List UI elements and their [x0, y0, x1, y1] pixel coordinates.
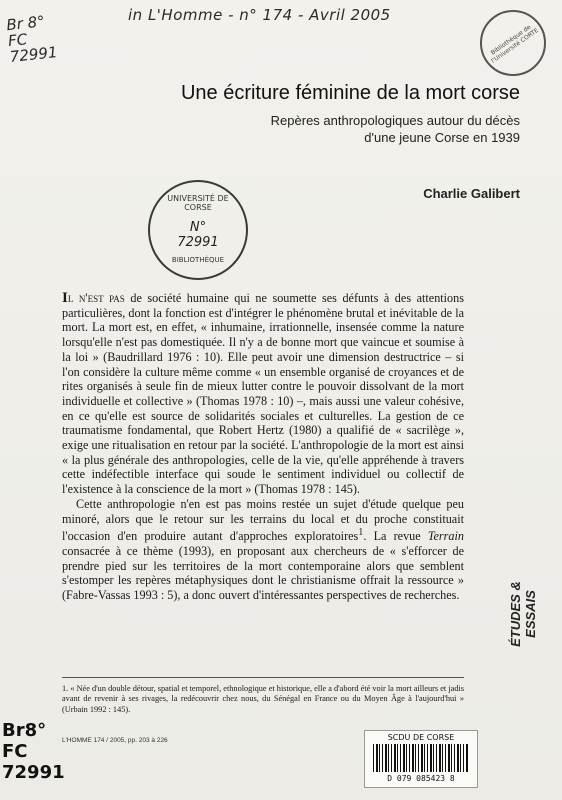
footnote: 1. « Née d'un double détour, spatial et temporel, ethnologique et historique, elle a d'abord été voir la mort ailleurs et jadis avant de revenir à ses rivages, la redécouvrir chez nous, du Sénégal en France ou du Moyen Âge à l'aujourd'hui » (Urbain 1992 : 145).: [62, 684, 464, 714]
footnote-marker: 1: [358, 527, 364, 539]
barcode-bars: [373, 744, 469, 772]
paragraph-1: [62, 291, 464, 497]
drop-cap: I: [62, 290, 68, 306]
stamp-number: N° 72991: [177, 220, 219, 250]
call-number-line-1: Br8°: [2, 720, 47, 741]
article-title: Une écriture féminine de la mort corse: [180, 82, 520, 104]
paragraph-2-text-b: . La revue: [363, 529, 428, 544]
barcode-library: SCDU DE CORSE: [387, 733, 455, 742]
handwritten-call-number: Br 8° FC 72991: [5, 12, 59, 66]
subtitle-line-2: d'une jeune Corse en 1939: [364, 130, 520, 145]
subtitle-line-1: Repères anthropologiques autour du décès: [270, 113, 520, 128]
opening-smallcaps: l n'est pas: [67, 291, 125, 305]
paragraph-2: [62, 497, 464, 603]
paragraph-1-text: de société humaine qui ne soumette ses défunts à des attentions particulières, dont la fonction est d'intégrer le phénomène brutal et inévitable de la mort. La mort est, en effet, « inhumaine, irrationnelle, insensée comme la nature lorsqu'elle n'est pas domestiquée. Il n'y a de bonne mort que vaincue et soumise à la loi » (Baudrillard 1976 : 10). Elle peut avoir une dimension destructrice – si l'on considère la culture même comme « un ensemble organisé de croyances et de rites organisés à seule fin de mieux lutter contre le pouvoir dissolvant de la mort individuelle et collective » (Thomas 1978 : 10) –, mais aussi une valeur cohésive, en ce qu'elle est source de solidarités sociales et culturelles. La gestion de ce traumatisme fondamental, que Robert Hertz (1980) a qualifié de « sacrilège », exige une ritualisation en retour par la société. L'anthropologie de la mort est ainsi « la plus générale des anthropologies, celle de la vie, qu'elle appréhende à travers cette indéfectible interface qui soude le sentiment individuel ou collectif de l'existence à la conscience de la mort » (Thomas 1978 : 145).: [62, 291, 464, 497]
journal-footer: L'HOMME 174 / 2005, pp. 203 à 226: [62, 737, 168, 744]
footnote-divider: [62, 677, 464, 678]
library-stamp-text: Bibliothèque de l'Université CORTE: [489, 23, 540, 65]
call-number-line-2: FC: [2, 741, 28, 762]
stamp-ring-bottom: BIBLIOTHÈQUE: [171, 256, 225, 264]
barcode-sticker: [364, 730, 478, 788]
call-number-label: [2, 720, 72, 783]
call-number-line-3: 72991: [2, 762, 65, 783]
handwritten-reference: in L'Homme - n° 174 - Avril 2005: [128, 6, 391, 24]
paragraph-2-text-c: consacrée à ce thème (1993), en proposant aux chercheurs de « s'efforcer de prendre pied sur les territoires de la mort contemporaine alors que semblent s'estomper les repères métaphysiques dont le christianisme offrait la ressource » (Fabre-Vassas 1993 : 5), a donc ouvert d'intéressantes perspectives de recherches.: [62, 544, 464, 603]
barcode-number: D 079 085423 8: [387, 774, 455, 783]
section-label: ÉTUDES & ESSAIS: [508, 581, 538, 647]
stamp-ring-top: UNIVERSITÉ DE CORSE: [167, 194, 229, 212]
university-stamp: [148, 180, 248, 280]
article-subtitle: [160, 112, 520, 146]
journal-title: Terrain: [427, 529, 464, 544]
paragraph-2-text-a: Cette anthropologie n'en est pas moins restée un sujet d'étude quelque peu minoré, alors que le retour sur les terrains du local et du proche constituait l'occasion d'en produire autant d'approches exploratoires: [62, 496, 464, 544]
article-body: [62, 291, 464, 603]
library-stamp: [480, 10, 546, 76]
author-name: Charlie Galibert: [423, 186, 520, 201]
